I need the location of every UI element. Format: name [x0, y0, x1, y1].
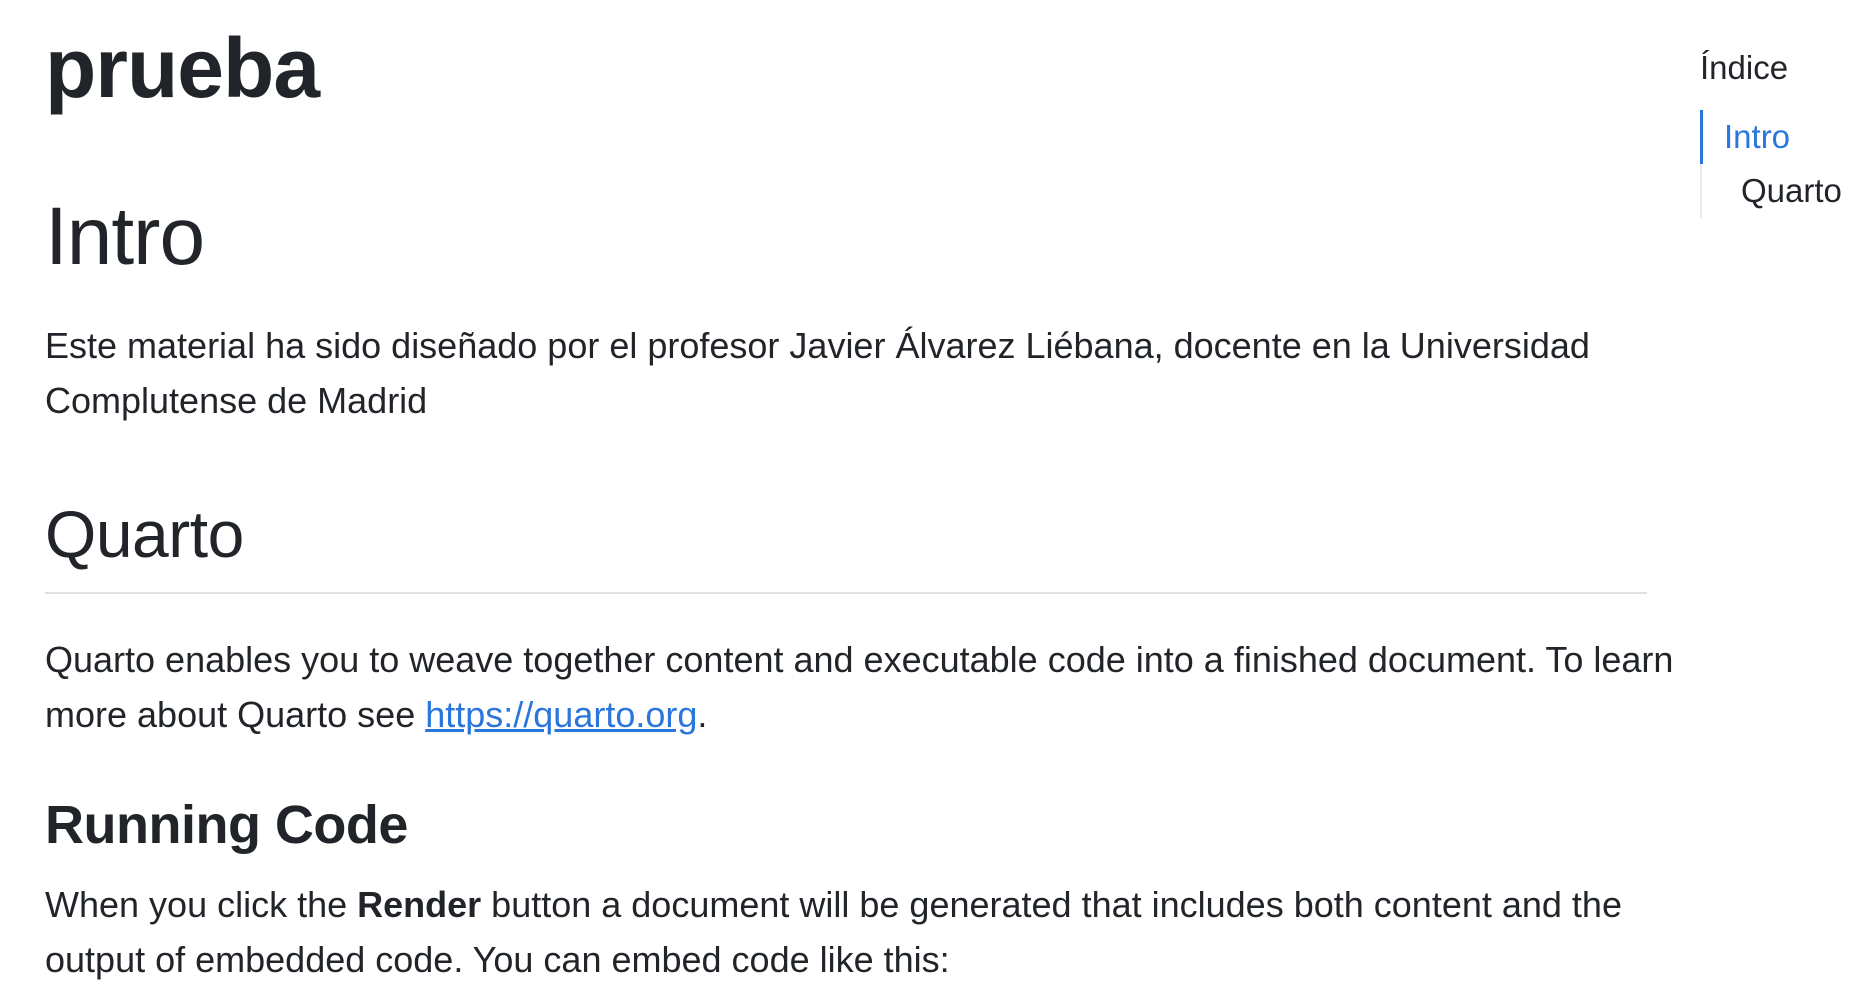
quarto-text: Quarto enables you to weave together content and executable code into a finished document. To learn more about Quarto see: [45, 639, 1674, 735]
intro-paragraph: Este material ha sido diseñado por el profesor Javier Álvarez Liébana, docente en la Universidad Complutense de Madrid: [45, 325, 1590, 421]
document-title: prueba: [45, 21, 320, 115]
section-heading-quarto: Quarto: [45, 497, 244, 571]
quarto-paragraph: [45, 632, 1685, 742]
running-text: When you click the: [45, 884, 358, 925]
toc-item-intro[interactable]: Intro: [1700, 110, 1858, 164]
quarto-text-end: .: [697, 694, 708, 735]
quarto-link[interactable]: https://quarto.org: [425, 694, 698, 735]
table-of-contents: [1700, 42, 1858, 218]
section-heading-running-code: Running Code: [45, 795, 408, 855]
toc-item-quarto[interactable]: Quarto: [1741, 172, 1842, 209]
heading-divider: [45, 592, 1647, 594]
running-code-paragraph: [45, 877, 1685, 987]
render-keyword: Render: [357, 884, 482, 925]
running-text-end: button a document will be generated that includes both content and the output of embedded code. You can embed code like this:: [45, 884, 1622, 980]
toc-title: Índice: [1700, 49, 1789, 86]
section-heading-intro: Intro: [45, 191, 205, 282]
toc-list: [1700, 110, 1858, 218]
